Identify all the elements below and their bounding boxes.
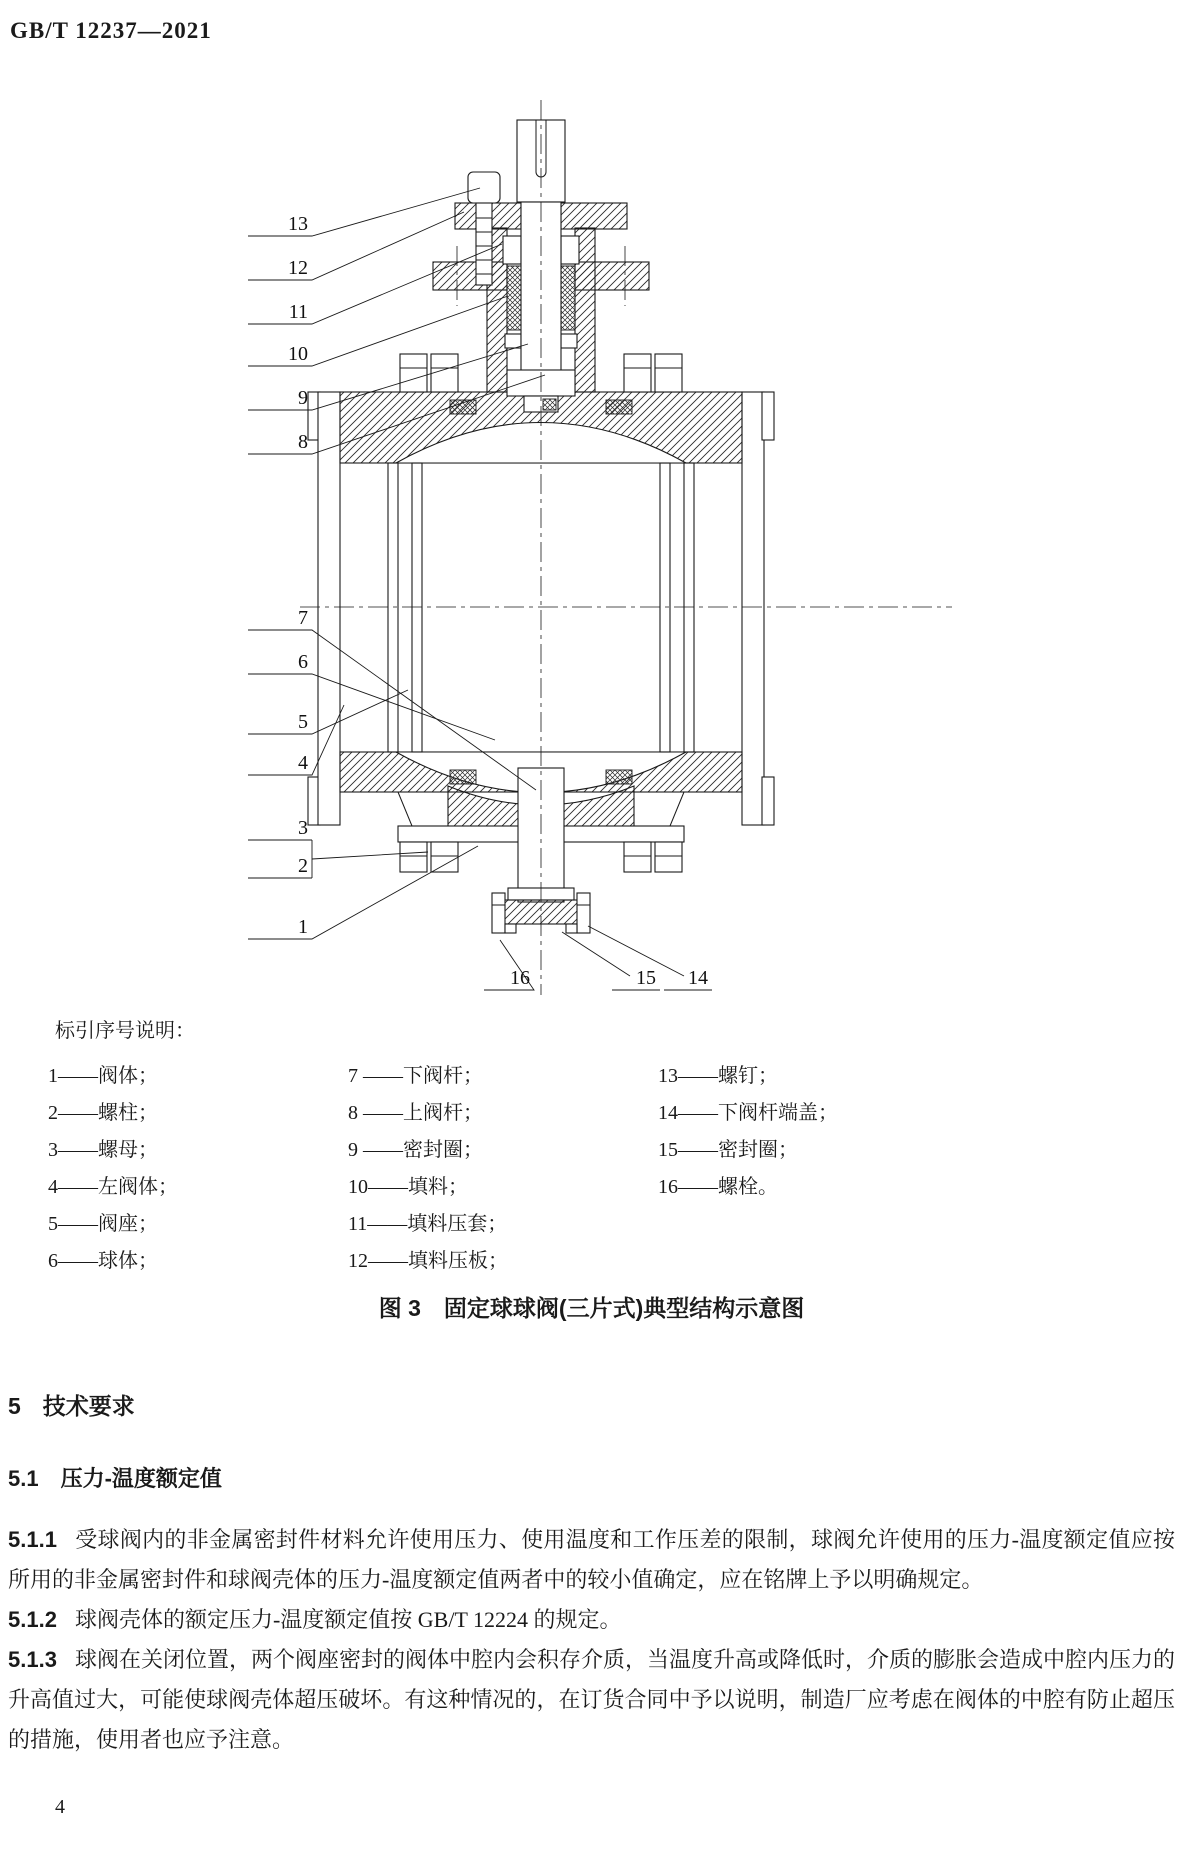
legend-item: 9 ——密封圈； — [348, 1139, 483, 1161]
callout-label: 4 — [298, 752, 308, 774]
callout-label: 13 — [288, 213, 308, 235]
callout-15 — [562, 932, 660, 990]
legend-item: 8 ——上阀杆； — [348, 1102, 483, 1124]
callout-10 — [248, 296, 508, 366]
legend-item: 1——阀体； — [48, 1065, 158, 1087]
legend-item: 4——左阀体； — [48, 1176, 178, 1198]
section-title: 技术要求 — [42, 1393, 135, 1419]
clause-number: 5.1.2 — [8, 1607, 57, 1632]
clause-number: 5.1.3 — [8, 1647, 57, 1672]
legend-item: 14——下阀杆端盖； — [658, 1102, 838, 1124]
callout-label: 8 — [298, 431, 308, 453]
clause-5-1-1 — [8, 1520, 1175, 1600]
clause-5-1-3 — [8, 1640, 1175, 1760]
legend-item: 5——阀座； — [48, 1213, 158, 1235]
clause-text: 球阀在关闭位置，两个阀座密封的阀体中腔内会积存介质，当温度升高或降低时，介质的膨胀会造成中腔内压力的升高值过大，可能使球阀壳体超压破坏。有这种情况的，在订货合同中予以说明，制造厂应考虑在阀体的中腔有防止超压的措施，使用者也应予注意。 — [8, 1647, 1175, 1752]
legend-item: 12——填料压板； — [348, 1250, 508, 1272]
callout-13 — [248, 188, 480, 236]
section-heading — [8, 1388, 135, 1421]
legend-column-3 — [658, 1058, 838, 1206]
legend-item: 2——螺柱； — [48, 1102, 158, 1124]
clause-text: 受球阀内的非金属密封件材料允许使用压力、使用温度和工作压差的限制，球阀允许使用的压力-温度额定值应按所用的非金属密封件和球阀壳体的压力-温度额定值两者中的较小值确定，应在铭牌上予以明确规定。 — [8, 1527, 1175, 1592]
legend-item: 10——填料； — [348, 1176, 468, 1198]
legend-column-1 — [48, 1058, 178, 1280]
legend-item: 13——螺钉； — [658, 1065, 778, 1087]
callout-label: 16 — [510, 967, 530, 989]
callout-6 — [248, 651, 495, 740]
callout-16 — [484, 940, 534, 990]
clause-body — [8, 1520, 1175, 1760]
legend-item: 6——球体； — [48, 1250, 158, 1272]
callout-3 — [248, 817, 312, 840]
callout-label: 3 — [298, 817, 308, 839]
clause-text: 球阀壳体的额定压力-温度额定值按 GB/T 12224 的规定。 — [74, 1607, 622, 1632]
subsection-heading — [8, 1462, 222, 1493]
callout-label: 10 — [288, 343, 308, 365]
callout-label: 11 — [288, 301, 308, 323]
legend-item: 7 ——下阀杆； — [348, 1065, 483, 1087]
callout-label: 12 — [288, 257, 308, 279]
callout-12 — [248, 212, 464, 280]
legend-column-2 — [348, 1058, 508, 1280]
subsection-title: 压力-温度额定值 — [60, 1466, 222, 1491]
figure-caption: 图 3 固定球球阀(三片式)典型结构示意图 — [378, 1295, 805, 1321]
callout-label: 15 — [636, 967, 656, 989]
standard-number: GB/T 12237—2021 — [10, 18, 212, 43]
page-number: 4 — [55, 1796, 65, 1818]
callout-label: 6 — [298, 651, 308, 673]
callout-label: 2 — [298, 855, 308, 877]
legend-item: 11——填料压套； — [348, 1213, 508, 1235]
callout-label: 1 — [298, 916, 308, 938]
legend-item: 3——螺母； — [48, 1139, 158, 1161]
clause-5-1-2 — [8, 1600, 1175, 1640]
callout-label: 9 — [298, 387, 308, 409]
legend-item: 16——螺栓。 — [658, 1176, 778, 1198]
clause-number: 5.1.1 — [8, 1527, 57, 1552]
subsection-number: 5.1 — [8, 1466, 39, 1491]
section-number: 5 — [8, 1393, 21, 1419]
callout-label: 14 — [688, 967, 708, 989]
callout-label: 7 — [298, 607, 308, 629]
legend-item: 15——密封圈； — [658, 1139, 798, 1161]
callout-label: 5 — [298, 711, 308, 733]
legend-intro: 标引序号说明： — [55, 1020, 195, 1042]
